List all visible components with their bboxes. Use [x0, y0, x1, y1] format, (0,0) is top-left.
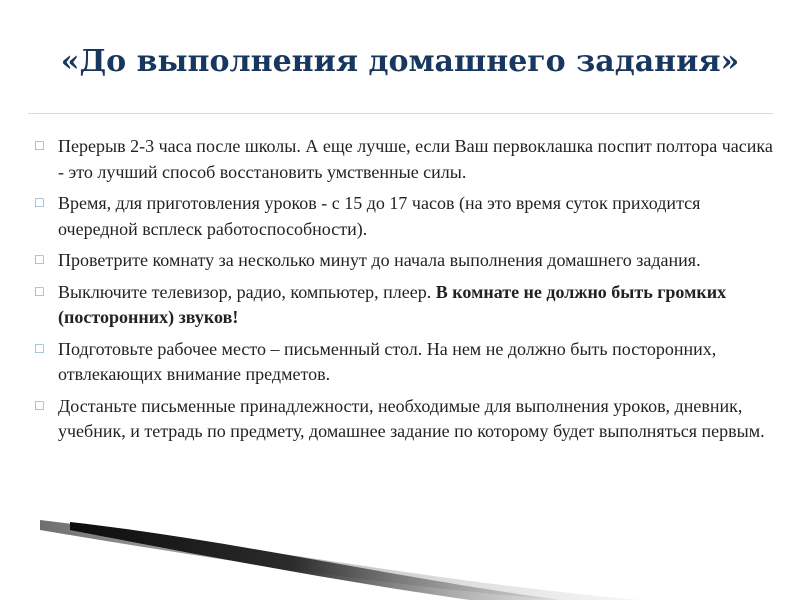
bullet-text: Перерыв 2-3 часа после школы. А еще лучше, если Ваш первоклашка поспит полтора часика - это лучший способ восстановить умственные силы.: [58, 136, 773, 182]
bullet-item: [34, 191, 774, 242]
bullet-checkbox-icon: ☐: [34, 139, 45, 153]
bullet-text: Проветрите комнату за несколько минут до начала выполнения домашнего задания.: [58, 250, 701, 270]
bullet-item: [34, 134, 774, 185]
bullet-emphasis: В комнате не должно быть громких (посторонних) звуков!: [58, 281, 727, 327]
swoosh-dark-band: [70, 522, 560, 600]
bullet-checkbox-icon: ☐: [34, 253, 45, 267]
bullet-item: [34, 248, 774, 274]
bullet-list: [34, 134, 774, 451]
bullet-text: Достаньте письменные принадлежности, необходимые для выполнения уроков, дневник, учебник, и тетрадь по предмету, домашнее задание по которому будет выполняться первым.: [58, 395, 765, 441]
bullet-checkbox-icon: ☐: [34, 196, 45, 210]
bullet-checkbox-icon: ☐: [34, 284, 45, 299]
bullet-item: [34, 394, 774, 445]
bullet-text: Выключите телевизор, радио, компьютер, плеер.: [58, 281, 436, 302]
bullet-item: [34, 280, 774, 331]
bullet-text: Время, для приготовления уроков - с 15 до 17 часов (на это время суток приходится очередной всплеск работоспособности).: [58, 193, 701, 239]
slide-title: «До выполнения домашнего задания»: [60, 44, 740, 79]
bullet-text: Подготовьте рабочее место – письменный стол. На нем не должно быть посторонних, отвлекающих внимание предметов.: [58, 338, 717, 384]
title-divider: [28, 113, 773, 114]
bullet-checkbox-icon: ☐: [34, 398, 45, 413]
bullet-checkbox-icon: ☐: [34, 341, 45, 356]
swoosh-light-band: [40, 520, 640, 600]
bullet-item: [34, 337, 774, 388]
